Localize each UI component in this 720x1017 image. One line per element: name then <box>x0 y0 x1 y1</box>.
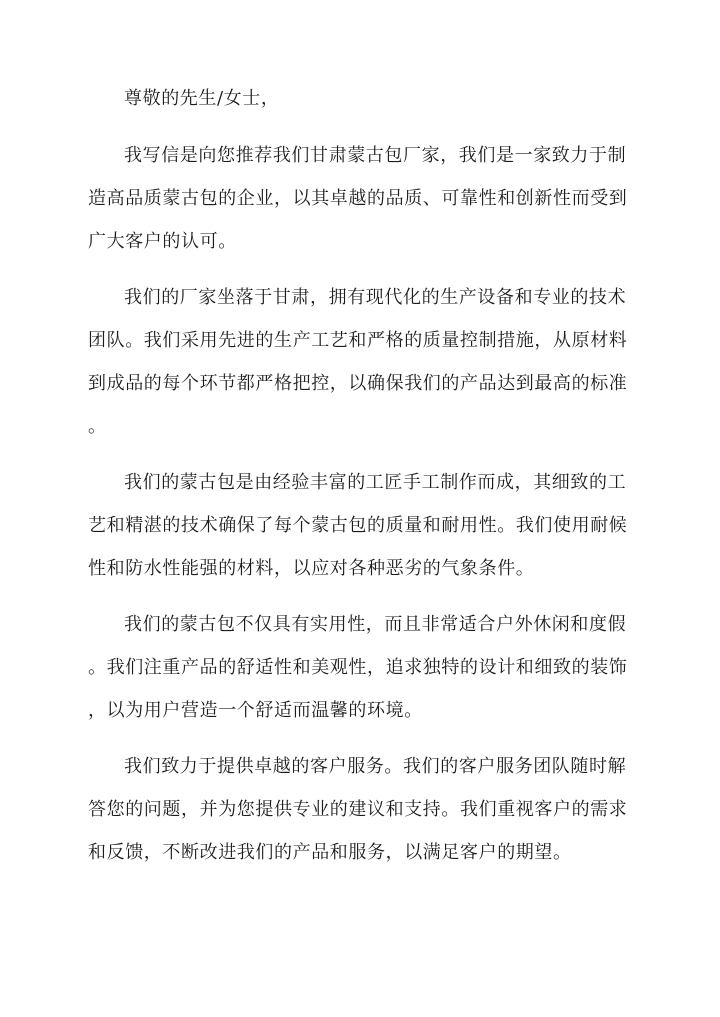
paragraph-line: 我们的蒙古包是由经验丰富的工匠手工制作而成，其细致的工 <box>124 472 627 493</box>
paragraph-line: 答您的问题，并为您提供专业的建议和支持。我们重视客户的需求 <box>88 799 628 820</box>
paragraph-line: 艺和精湛的技术确保了每个蒙古包的质量和耐用性。我们使用耐候 <box>88 515 628 536</box>
paragraph-line: 造高品质蒙古包的企业，以其卓越的品质、可靠性和创新性而受到 <box>88 188 628 209</box>
paragraph-line: 和反馈，不断改进我们的产品和服务，以满足客户的期望。 <box>88 842 572 863</box>
paragraph-line: 广大客户的认可。 <box>88 231 237 252</box>
paragraph-line: 。我们注重产品的舒适性和美观性，追求独特的设计和细致的装饰 <box>88 657 628 678</box>
paragraph-line: 我们的厂家坐落于甘肃，拥有现代化的生产设备和专业的技术 <box>124 287 627 308</box>
paragraph-line: 性和防水性能强的材料，以应对各种恶劣的气象条件。 <box>88 558 535 579</box>
paragraph-line: 到成品的每个环节都严格把控，以确保我们的产品达到最高的标准 <box>88 373 628 394</box>
salutation: 尊敬的先生/女士， <box>124 88 280 109</box>
paragraph-line: 我们致力于提供卓越的客户服务。我们的客户服务团队随时解 <box>124 756 627 777</box>
paragraph-line: 我写信是向您推荐我们甘肃蒙古包厂家，我们是一家致力于制 <box>124 145 627 166</box>
paragraph-line: 团队。我们采用先进的生产工艺和严格的质量控制措施，从原材料 <box>88 330 628 351</box>
paragraph-line: 我们的蒙古包不仅具有实用性，而且非常适合户外休闲和度假 <box>124 614 627 635</box>
paragraph-line: 。 <box>88 416 107 437</box>
paragraph-line: ，以为用户营造一个舒适而温馨的环境。 <box>88 700 423 721</box>
